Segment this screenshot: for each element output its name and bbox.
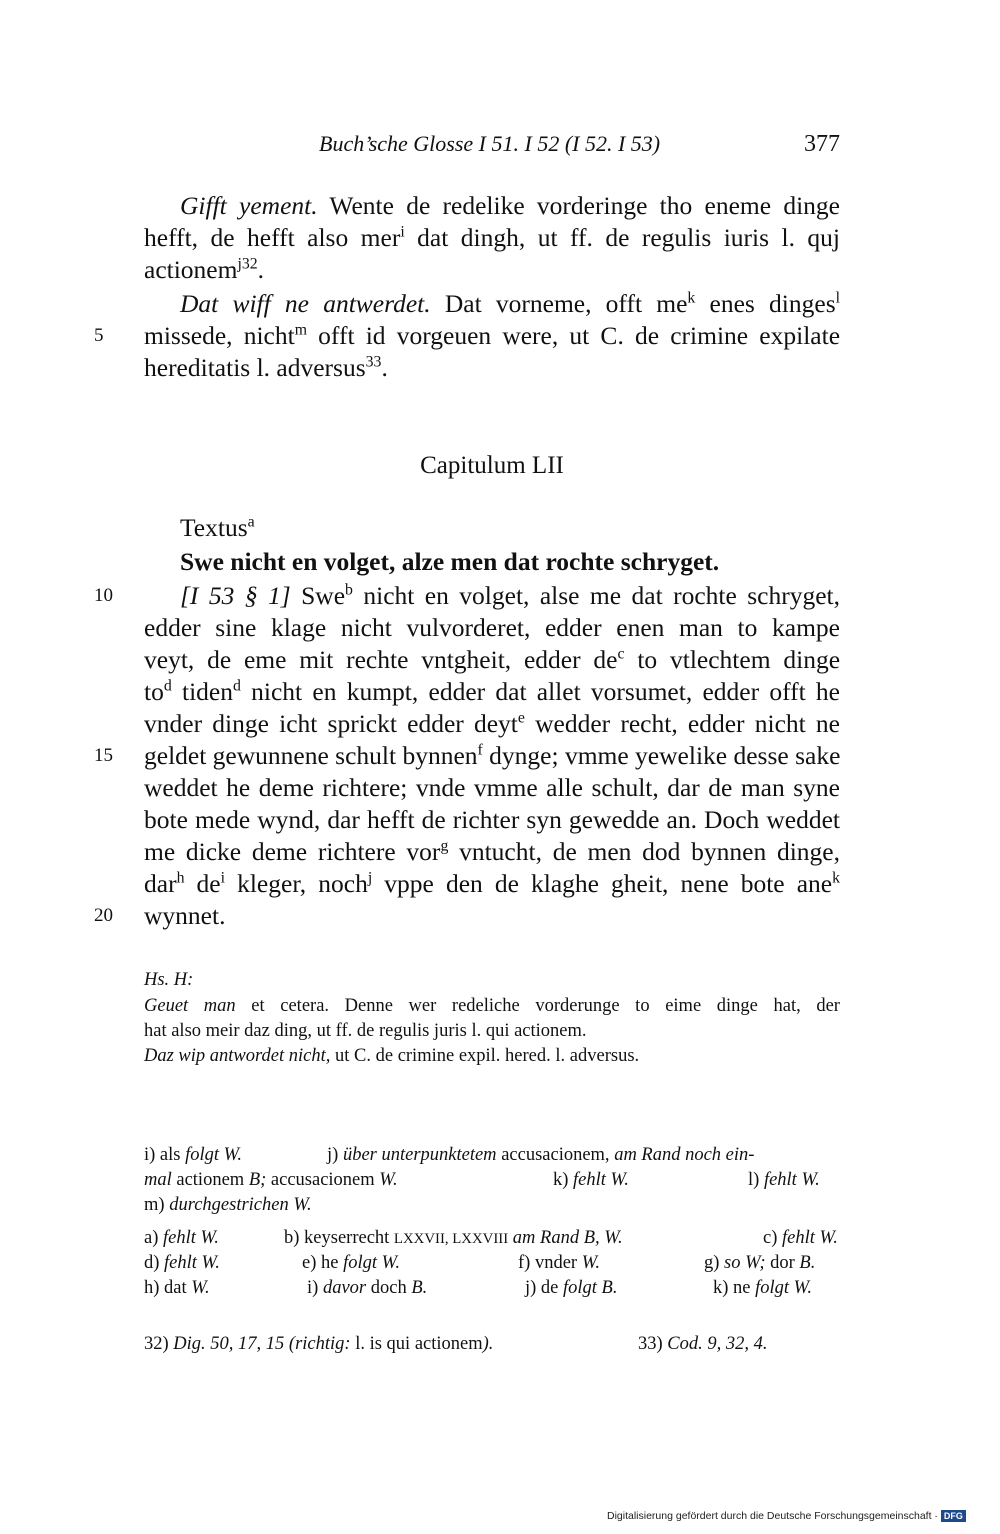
apparatus-note: f) vnder W.	[518, 1253, 601, 1273]
hs-h-label: Hs. H:	[144, 970, 194, 990]
apparatus-note: i) als folgt W.	[144, 1145, 242, 1165]
source-note-32: 32) Dig. 50, 17, 15 (richtig: l. is qui actionem).	[144, 1334, 494, 1354]
apparatus-note: j) über unterpunktetem accusacionem, am Rand noch ein-	[327, 1145, 755, 1165]
gloss-lemma: Gifft yement.	[180, 191, 318, 220]
textus-heading: Swe nicht en volget, alze men dat rochte schryget.	[180, 547, 720, 576]
apparatus-note: l) fehlt W.	[748, 1170, 820, 1190]
hs-h-line: Geuet man et cetera. Denne wer redeliche vorderunge to eime dinge hat, der	[144, 996, 840, 1016]
apparatus-note: b) keyserrecht LXXVII, LXXVIII am Rand B, W.	[284, 1228, 623, 1248]
textus-line: wynnet.	[144, 901, 226, 930]
textus-line: vnder dinge icht sprickt edder deyt$^e$ wedder recht, edder nicht ne	[144, 709, 840, 738]
footnote-marker: i	[400, 223, 405, 241]
line-number: 10	[94, 585, 113, 606]
textus-line: me dicke deme richtere vor$^g$ vntucht, de men dod bynnen dinge,	[144, 837, 840, 866]
textus-line: geldet gewunnene schult bynnen$^f$ dynge; vmme yewelike desse sake	[144, 741, 841, 770]
apparatus-note: k) fehlt W.	[553, 1170, 629, 1190]
line-number: 15	[94, 745, 113, 766]
textus-line: bote mede wynd, dar hefft de richter syn gewedde an. Doch weddet	[144, 805, 840, 834]
apparatus-note: a) fehlt W.	[144, 1228, 219, 1248]
textus-line: [I 53 § 1] Swe$^b$ nicht en volget, alse me dat rochte schryget,	[180, 581, 841, 610]
gloss-line: hereditatis l. adversus$^{33}$.	[144, 353, 388, 382]
chapter-heading: Capitulum LII	[420, 452, 564, 479]
textus-line: veyt, de eme mit rechte vntgheit, edder $de^c$ to vtlechtem dinge	[144, 645, 841, 674]
apparatus-note: k) ne folgt W.	[713, 1278, 813, 1298]
source-note-33: 33) Cod. 9, 32, 4.	[638, 1334, 768, 1354]
section-reference: [I 53 § 1]	[180, 581, 291, 610]
hs-h-line: hat also meir daz ding, ut ff. de regulis juris l. qui actionem.	[144, 1021, 587, 1041]
running-header	[144, 131, 840, 167]
page-number: 377	[804, 131, 840, 157]
textus-line: weddet he deme richtere; vnde vmme alle schult, dar de man syne	[144, 773, 840, 802]
apparatus-note: mal actionem B; accusacionem W.	[144, 1170, 398, 1190]
gloss-lemma: Dat wiff ne antwerdet.	[180, 289, 431, 318]
apparatus-note: h) dat W.	[144, 1278, 210, 1298]
gloss-line: hefft, de hefft also mer$^i$ dat dingh, ut ff. de regulis iuris l. quj	[144, 223, 840, 252]
running-title: Buch’sche Glosse I 51. I 52 (I 52. I 53)	[319, 131, 661, 156]
apparatus-note: g) so W; dor B.	[704, 1253, 816, 1273]
apparatus-note: m) durchgestrichen W.	[144, 1195, 312, 1215]
apparatus-note: i) davor doch B.	[307, 1278, 428, 1298]
gloss-line: actionem$^{j32}$.	[144, 255, 265, 284]
gloss-line: Gifft yement. Wente de redelike vorderinge tho eneme dinge	[180, 191, 840, 220]
textus-label: Textus$^a$	[180, 513, 255, 542]
textus-line: $to^d$ tiden$^d$ nicht en kumpt, edder dat allet vorsumet, edder offt he	[144, 677, 840, 706]
line-number: 5	[94, 325, 104, 346]
apparatus-note: j) de folgt B.	[525, 1278, 618, 1298]
hs-h-line: Daz wip antwordet nicht, ut C. de crimine expil. hered. l. adversus.	[144, 1046, 640, 1066]
textus-line: dar$^h$ $de^i$ kleger, noch$^j$ vppe den de klaghe gheit, nene bote ane$^k$	[144, 869, 840, 898]
footnote-marker: j32	[237, 255, 258, 273]
textus-line: edder sine klage nicht vulvorderet, edder enen man to kampe	[144, 613, 840, 642]
dfg-logo: DFG	[941, 1510, 966, 1522]
line-number: 20	[94, 905, 113, 926]
apparatus-note: d) fehlt W.	[144, 1253, 220, 1273]
apparatus-note: c) fehlt W.	[763, 1228, 838, 1248]
gloss-line: missede, nicht$^m$ offt id vorgeuen were, ut C. de crimine expilate	[144, 321, 841, 350]
dfg-footer: Digitalisierung gefördert durch die Deutsche Forschungsgemeinschaft · DFG	[607, 1510, 966, 1522]
apparatus-note: e) he folgt W.	[302, 1253, 400, 1273]
gloss-line: Dat wiff ne antwerdet. Dat vorneme, offt $me^k$ enes dinges$^l$	[180, 289, 841, 318]
